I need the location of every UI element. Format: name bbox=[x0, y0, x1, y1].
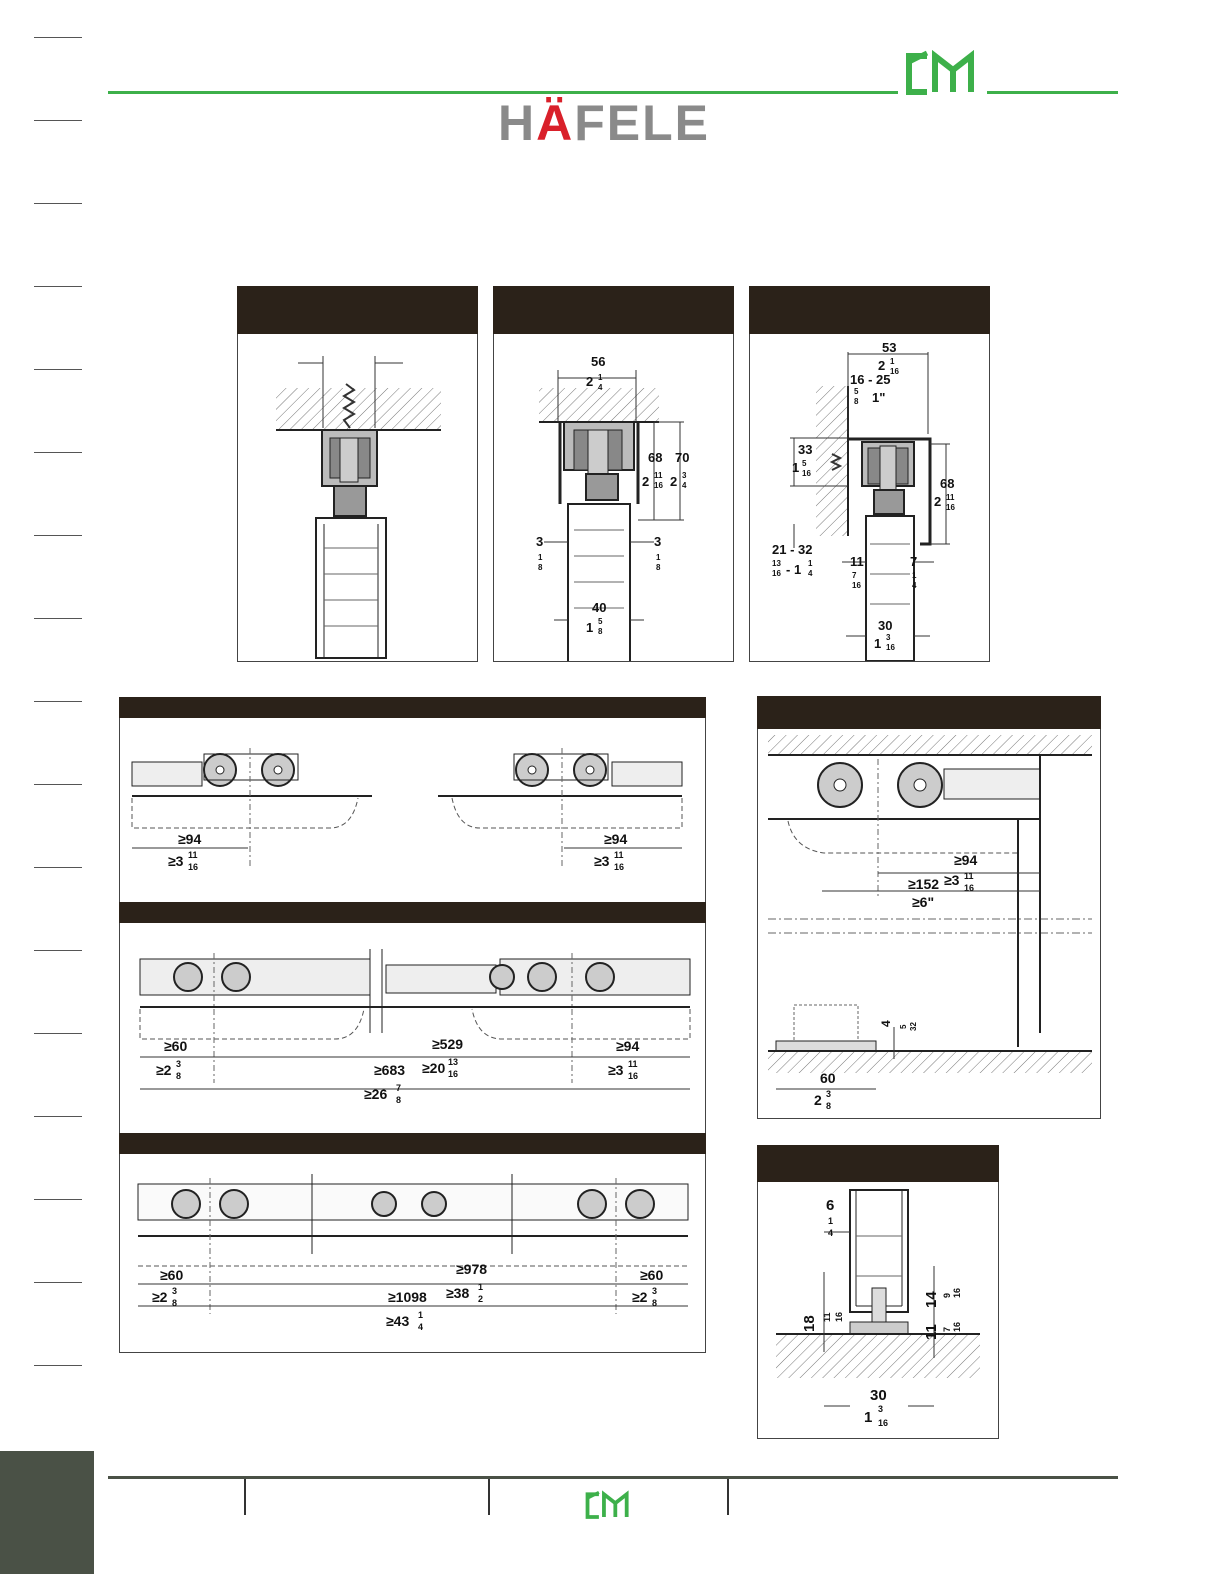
dim-text: ≥20 bbox=[422, 1060, 446, 1076]
dim-text: 32 bbox=[909, 1022, 918, 1031]
dim-text: ≥2 bbox=[156, 1062, 172, 1078]
dim-text: 4 bbox=[828, 1228, 834, 1238]
dim-text: 16 bbox=[448, 1069, 459, 1079]
dim-text: ≥94 bbox=[616, 1038, 640, 1054]
dim-text: 16 bbox=[188, 862, 199, 872]
dim-text: 16 bbox=[952, 1321, 962, 1332]
footer-rule bbox=[108, 1476, 1118, 1479]
brand-logo bbox=[498, 95, 711, 151]
floor-guide-drawing bbox=[758, 1182, 998, 1438]
header-rule-right bbox=[987, 91, 1118, 94]
dim-text: 11 bbox=[964, 871, 974, 881]
dim-text: ≥3 bbox=[168, 853, 184, 869]
dim-text: 2 bbox=[478, 1294, 484, 1304]
side-view-drawing bbox=[758, 729, 1100, 1118]
dim-text: 33 bbox=[798, 442, 813, 457]
dim-text: 8 bbox=[172, 1298, 178, 1308]
dim-text: ≥978 bbox=[456, 1261, 488, 1277]
cm-logo-icon bbox=[905, 50, 981, 96]
dim-text: 1 bbox=[478, 1282, 484, 1292]
section-drawing-1 bbox=[238, 334, 477, 661]
dim-text: 16 bbox=[834, 1311, 844, 1322]
dim-text: 1 bbox=[828, 1216, 834, 1226]
dim-text: - 1 bbox=[786, 562, 802, 577]
dim-text: 8 bbox=[176, 1071, 182, 1081]
dim-text: ≥2 bbox=[632, 1289, 648, 1305]
dim-text: 14 bbox=[923, 1291, 940, 1308]
footer-side-block bbox=[0, 1451, 94, 1574]
margin-tick bbox=[34, 1199, 82, 1200]
dim-text: 8 bbox=[656, 563, 661, 572]
dim-text: 11 bbox=[850, 554, 864, 569]
dim-text: ≥94 bbox=[604, 831, 628, 847]
dim-text: ≥6" bbox=[912, 894, 935, 910]
dim-text: 1" bbox=[872, 390, 886, 405]
margin-tick bbox=[34, 1282, 82, 1283]
dim-text: 1 bbox=[418, 1310, 424, 1320]
panel-single-door bbox=[119, 697, 706, 903]
margin-tick bbox=[34, 286, 82, 287]
three-doors-drawing bbox=[120, 1154, 705, 1352]
dim-text: 16 bbox=[654, 481, 663, 490]
dim-text: 3 bbox=[176, 1059, 182, 1069]
panel-two-doors bbox=[119, 902, 706, 1134]
dim-text: 3 bbox=[172, 1286, 178, 1296]
dim-text: 16 - 25 bbox=[850, 372, 891, 387]
dim-text: 2 bbox=[934, 494, 942, 509]
panel-header bbox=[749, 286, 990, 334]
dim-text: 6 bbox=[826, 1197, 835, 1214]
dim-text: 16 bbox=[952, 1287, 962, 1298]
panel-header bbox=[119, 902, 706, 923]
brand-text-accent: Ä bbox=[536, 95, 575, 151]
cm-logo-icon bbox=[585, 1490, 633, 1520]
dim-text: 13 bbox=[772, 559, 781, 568]
dim-text: 16 bbox=[852, 581, 861, 590]
section-diagram-3 bbox=[749, 286, 990, 662]
dim-text: 16 bbox=[614, 862, 625, 872]
dim-text: 16 bbox=[628, 1071, 639, 1081]
dim-text: 7 bbox=[396, 1083, 402, 1093]
dim-text: 8 bbox=[826, 1101, 832, 1111]
margin-tick bbox=[34, 535, 82, 536]
dim-text: 1 bbox=[656, 553, 661, 562]
dim-text: 68 bbox=[940, 476, 955, 491]
section-drawing-2 bbox=[494, 334, 733, 661]
dim-text: 16 bbox=[964, 883, 975, 893]
dim-text: 5 bbox=[899, 1024, 908, 1029]
margin-tick bbox=[34, 784, 82, 785]
dim-text: 16 bbox=[890, 367, 899, 376]
panel-header bbox=[119, 697, 706, 718]
dim-text: 8 bbox=[854, 397, 859, 406]
section-drawing-3 bbox=[750, 334, 989, 661]
margin-tick bbox=[34, 203, 82, 204]
dim-text: ≥3 bbox=[594, 853, 610, 869]
dim-text: 2 bbox=[642, 474, 650, 489]
panel-header bbox=[119, 1133, 706, 1154]
dim-text: 7 bbox=[852, 571, 857, 580]
dim-text: 3 bbox=[826, 1089, 832, 1099]
panel-side-view bbox=[757, 696, 1101, 1119]
dim-text: ≥94 bbox=[954, 852, 978, 868]
single-door-drawing bbox=[120, 718, 705, 902]
panel-header bbox=[757, 696, 1101, 729]
dim-text: 3 bbox=[886, 633, 891, 642]
dim-text: 21 - 32 bbox=[772, 542, 813, 557]
dim-text: 2 bbox=[814, 1092, 822, 1108]
margin-tick bbox=[34, 452, 82, 453]
dim-text: 16 bbox=[802, 469, 811, 478]
dim-text: ≥529 bbox=[432, 1036, 464, 1052]
dim-text: 13 bbox=[448, 1057, 459, 1067]
margin-tick bbox=[34, 867, 82, 868]
dim-text: 3 bbox=[536, 534, 544, 549]
dim-text: 11 bbox=[923, 1324, 940, 1340]
dim-text: 8 bbox=[598, 627, 603, 636]
section-diagram-1 bbox=[237, 286, 478, 662]
dim-text: 16 bbox=[772, 569, 781, 578]
dim-text: ≥1098 bbox=[388, 1289, 427, 1305]
dim-text: 5 bbox=[802, 459, 807, 468]
dim-text: 2 bbox=[878, 358, 886, 373]
dim-text: 2 bbox=[586, 374, 594, 389]
footer-divider bbox=[488, 1479, 490, 1515]
dim-text: 3 bbox=[682, 471, 687, 480]
dim-text: 4 bbox=[682, 481, 687, 490]
panel-header bbox=[493, 286, 734, 334]
dim-text: 18 bbox=[801, 1315, 818, 1332]
dim-text: 11 bbox=[946, 493, 955, 502]
dim-text: ≥94 bbox=[178, 831, 202, 847]
dim-text: 1 bbox=[586, 620, 594, 635]
dim-text: 16 bbox=[886, 643, 895, 652]
two-doors-drawing bbox=[120, 923, 705, 1133]
margin-tick bbox=[34, 120, 82, 121]
panel-header bbox=[237, 286, 478, 334]
margin-tick bbox=[34, 1365, 82, 1366]
section-diagram-2 bbox=[493, 286, 734, 662]
dim-text: 4 bbox=[879, 1020, 893, 1027]
margin-tick bbox=[34, 1033, 82, 1034]
dim-text: 5 bbox=[854, 387, 859, 396]
header-rule-left bbox=[108, 91, 898, 94]
dim-text: 1 bbox=[912, 571, 917, 580]
dim-text: 3 bbox=[654, 534, 662, 549]
dim-text: 11 bbox=[822, 1312, 832, 1322]
dim-text: 30 bbox=[878, 618, 893, 633]
footer-divider bbox=[244, 1479, 246, 1515]
margin-tick bbox=[34, 618, 82, 619]
dim-text: 1 bbox=[538, 553, 543, 562]
dim-text: 4 bbox=[418, 1322, 424, 1332]
dim-text: ≥2 bbox=[152, 1289, 168, 1305]
margin-tick bbox=[34, 1116, 82, 1117]
dim-text: 1 bbox=[864, 1409, 873, 1426]
dim-text: ≥60 bbox=[160, 1267, 184, 1283]
dim-text: 9 bbox=[942, 1292, 952, 1298]
dim-text: 68 bbox=[648, 450, 663, 465]
dim-text: 4 bbox=[808, 569, 813, 578]
dim-text: 7 bbox=[910, 554, 918, 569]
dim-text: 11 bbox=[654, 471, 663, 480]
dim-text: 7 bbox=[942, 1326, 952, 1332]
dim-text: ≥60 bbox=[640, 1267, 664, 1283]
dim-text: 3 bbox=[878, 1404, 884, 1414]
dim-text: ≥683 bbox=[374, 1062, 406, 1078]
dim-text: 4 bbox=[598, 383, 603, 392]
dim-text: ≥60 bbox=[164, 1038, 188, 1054]
dim-text: 30 bbox=[870, 1387, 887, 1404]
dim-text: 11 bbox=[628, 1059, 638, 1069]
dim-text: ≥3 bbox=[944, 872, 960, 888]
dim-text: ≥26 bbox=[364, 1086, 388, 1102]
dim-text: ≥38 bbox=[446, 1285, 470, 1301]
dim-text: 60 bbox=[820, 1070, 836, 1086]
dim-text: 1 bbox=[598, 373, 603, 382]
margin-tick bbox=[34, 369, 82, 370]
dim-text: 2 bbox=[670, 474, 678, 489]
panel-header bbox=[757, 1145, 999, 1182]
dim-text: 11 bbox=[188, 850, 198, 860]
dim-text: 53 bbox=[882, 340, 897, 355]
dim-text: 8 bbox=[396, 1095, 402, 1105]
dim-text: 11 bbox=[614, 850, 624, 860]
dim-text: 1 bbox=[890, 357, 895, 366]
dim-text: ≥3 bbox=[608, 1062, 624, 1078]
dim-text: 1 bbox=[792, 460, 800, 475]
dim-text: 16 bbox=[878, 1418, 889, 1428]
margin-tick bbox=[34, 37, 82, 38]
margin-tick bbox=[34, 950, 82, 951]
dim-text: 56 bbox=[591, 354, 606, 369]
brand-text-part2: FELE bbox=[574, 95, 711, 151]
dim-text: 16 bbox=[946, 503, 955, 512]
margin-tick bbox=[34, 701, 82, 702]
footer-divider bbox=[727, 1479, 729, 1515]
panel-floor-guide bbox=[757, 1145, 999, 1439]
dim-text: 1 bbox=[808, 559, 813, 568]
dim-text: ≥43 bbox=[386, 1313, 410, 1329]
dim-text: 5 bbox=[598, 617, 603, 626]
dim-text: 8 bbox=[652, 1298, 658, 1308]
brand-text-part1: H bbox=[498, 95, 537, 151]
dim-text: 8 bbox=[538, 563, 543, 572]
dim-text: 4 bbox=[912, 581, 917, 590]
dim-text: ≥152 bbox=[908, 876, 940, 892]
dim-text: 70 bbox=[675, 450, 690, 465]
dim-text: 3 bbox=[652, 1286, 658, 1296]
dim-text: 1 bbox=[874, 636, 882, 651]
panel-three-doors bbox=[119, 1133, 706, 1353]
dim-text: 40 bbox=[592, 600, 607, 615]
